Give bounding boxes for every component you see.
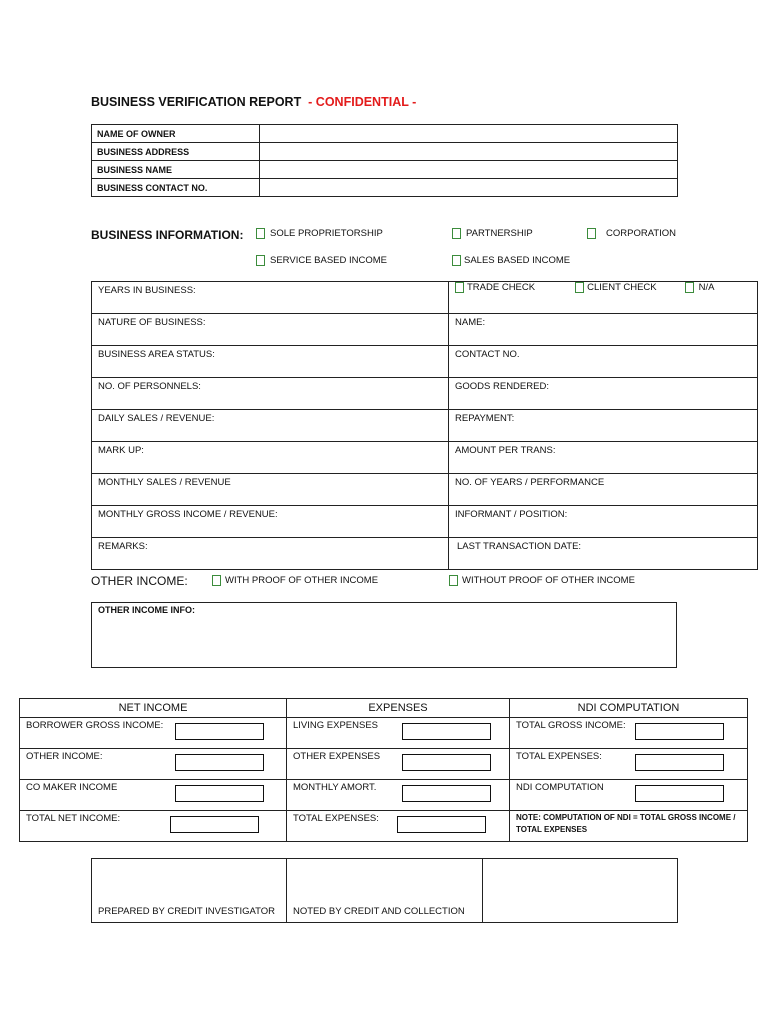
area-status-cell[interactable]: BUSINESS AREA STATUS: (92, 346, 449, 378)
option-trade-check[interactable] (455, 282, 535, 293)
borrower-gross-income-cell (20, 718, 287, 749)
ndi-header: NDI COMPUTATION (510, 699, 748, 718)
owner-row (92, 179, 678, 197)
owner-label: NAME OF OWNER (92, 125, 260, 143)
goods-rendered-cell[interactable]: GOODS RENDERED: (449, 378, 758, 410)
option-sales-based[interactable] (452, 255, 570, 266)
table-row (92, 442, 758, 474)
mark-up-cell[interactable]: MARK UP: (92, 442, 449, 474)
option-label: CLIENT CHECK (587, 282, 657, 293)
personnels-cell[interactable]: NO. OF PERSONNELS: (92, 378, 449, 410)
total-expenses-cell (287, 811, 510, 842)
row-label: OTHER INCOME: (26, 751, 103, 762)
living-expenses-input[interactable] (402, 723, 491, 740)
checkbox-icon[interactable] (256, 255, 265, 266)
option-na[interactable] (685, 282, 715, 293)
borrower-gross-income-input[interactable] (175, 723, 264, 740)
row-label: MONTHLY AMORT. (293, 782, 377, 793)
address-label: BUSINESS ADDRESS (92, 143, 260, 161)
checkbox-icon[interactable] (685, 282, 694, 293)
total-gross-income-input[interactable] (635, 723, 724, 740)
noted-by-cell[interactable]: NOTED BY CREDIT AND COLLECTION (287, 859, 483, 923)
co-maker-income-cell (20, 780, 287, 811)
option-label: SOLE PROPRIETORSHIP (270, 228, 383, 239)
monthly-amort-cell (287, 780, 510, 811)
ndi-computation-input[interactable] (635, 785, 724, 802)
table-row (92, 346, 758, 378)
business-details-table (91, 281, 758, 570)
other-expenses-cell (287, 749, 510, 780)
option-label: SALES BASED INCOME (464, 255, 571, 266)
checkbox-icon[interactable] (455, 282, 464, 293)
other-income-cell (20, 749, 287, 780)
row-label: NDI COMPUTATION (516, 782, 604, 793)
table-row (20, 718, 748, 749)
checkbox-icon[interactable] (449, 575, 458, 586)
other-income-info-box[interactable] (91, 602, 677, 668)
daily-sales-cell[interactable]: DAILY SALES / REVENUE: (92, 410, 449, 442)
prepared-by-cell[interactable]: PREPARED BY CREDIT INVESTIGATOR (92, 859, 287, 923)
living-expenses-cell (287, 718, 510, 749)
table-row (92, 474, 758, 506)
total-expenses-input[interactable] (397, 816, 486, 833)
total-expenses-ndi-input[interactable] (635, 754, 724, 771)
option-label: SERVICE BASED INCOME (270, 255, 388, 266)
owner-row (92, 143, 678, 161)
option-sole-proprietorship[interactable] (256, 228, 383, 239)
checkbox-icon[interactable] (212, 575, 221, 586)
years-performance-cell[interactable]: NO. OF YEARS / PERFORMANCE (449, 474, 758, 506)
table-row (20, 811, 748, 842)
row-label: LIVING EXPENSES (293, 720, 379, 731)
total-gross-income-cell (510, 718, 748, 749)
contact-label: BUSINESS CONTACT NO. (92, 179, 260, 197)
option-corporation[interactable] (587, 228, 676, 239)
other-income-info-label: OTHER INCOME INFO: (98, 605, 195, 615)
total-net-income-input[interactable] (170, 816, 259, 833)
row-label: TOTAL NET INCOME: (26, 813, 121, 824)
option-partnership[interactable] (452, 228, 533, 239)
option-label: TRADE CHECK (467, 282, 536, 293)
table-row (92, 282, 758, 314)
option-label: CORPORATION (606, 228, 677, 239)
option-with-proof[interactable] (212, 575, 378, 586)
row-label: TOTAL GROSS INCOME: (516, 720, 626, 731)
option-label: WITHOUT PROOF OF OTHER INCOME (462, 575, 635, 586)
other-income-input[interactable] (175, 754, 264, 771)
total-net-income-cell (20, 811, 287, 842)
report-title (91, 95, 416, 109)
name-cell[interactable]: NAME: (449, 314, 758, 346)
monthly-amort-input[interactable] (402, 785, 491, 802)
years-in-business-cell[interactable]: YEARS IN BUSINESS: (92, 282, 449, 314)
row-label: OTHER EXPENSES (293, 751, 381, 762)
owner-table (91, 124, 678, 197)
option-without-proof[interactable] (449, 575, 635, 586)
table-row (20, 780, 748, 811)
financials-table (19, 698, 748, 842)
co-maker-income-input[interactable] (175, 785, 264, 802)
amount-per-trans-cell[interactable]: AMOUNT PER TRANS: (449, 442, 758, 474)
option-label: WITH PROOF OF OTHER INCOME (225, 575, 379, 586)
remarks-cell[interactable]: REMARKS: (92, 538, 449, 570)
other-income-label: OTHER INCOME: (91, 574, 188, 588)
total-expenses-ndi-cell (510, 749, 748, 780)
last-transaction-date-cell[interactable]: LAST TRANSACTION DATE: (449, 538, 758, 570)
checkbox-icon[interactable] (256, 228, 265, 239)
table-row (92, 410, 758, 442)
approval-cell[interactable] (483, 859, 678, 923)
business-contact-field[interactable] (260, 179, 678, 197)
table-header-row (20, 699, 748, 718)
row-label: TOTAL EXPENSES: (516, 751, 602, 762)
monthly-gross-income-cell[interactable]: MONTHLY GROSS INCOME / REVENUE: (92, 506, 449, 538)
business-address-field[interactable] (260, 143, 678, 161)
monthly-sales-cell[interactable]: MONTHLY SALES / REVENUE (92, 474, 449, 506)
row-label: CO MAKER INCOME (26, 782, 118, 793)
table-row (92, 314, 758, 346)
business-info-label: BUSINESS INFORMATION: (91, 228, 244, 242)
owner-row (92, 125, 678, 143)
checkbox-icon[interactable] (587, 228, 596, 239)
net-income-header: NET INCOME (20, 699, 287, 718)
option-service-based[interactable] (256, 255, 387, 266)
table-row (92, 506, 758, 538)
business-name-field[interactable] (260, 161, 678, 179)
repayment-cell[interactable]: REPAYMENT: (449, 410, 758, 442)
confidential-label: - CONFIDENTIAL - (308, 95, 417, 109)
row-label: BORROWER GROSS INCOME: (26, 720, 164, 731)
expenses-header: EXPENSES (287, 699, 510, 718)
option-client-check[interactable] (575, 282, 657, 293)
option-label: N/A (698, 282, 715, 293)
informant-position-cell[interactable]: INFORMANT / POSITION: (449, 506, 758, 538)
checkbox-icon[interactable] (452, 255, 461, 266)
table-row (92, 378, 758, 410)
business-name-label: BUSINESS NAME (92, 161, 260, 179)
row-label: TOTAL EXPENSES: (293, 813, 379, 824)
check-type-cell (449, 282, 758, 314)
table-row (92, 859, 678, 923)
checkbox-icon[interactable] (452, 228, 461, 239)
table-row (92, 538, 758, 570)
table-row (20, 749, 748, 780)
owner-row (92, 161, 678, 179)
ndi-computation-cell (510, 780, 748, 811)
nature-of-business-cell[interactable]: NATURE OF BUSINESS: (92, 314, 449, 346)
signature-table (91, 858, 678, 923)
option-label: PARTNERSHIP (466, 228, 533, 239)
contact-no-cell[interactable]: CONTACT NO. (449, 346, 758, 378)
checkbox-icon[interactable] (575, 282, 584, 293)
ndi-note: NOTE: COMPUTATION OF NDI = TOTAL GROSS INCOME / TOTAL EXPENSES (510, 811, 748, 842)
other-expenses-input[interactable] (402, 754, 491, 771)
owner-name-field[interactable] (260, 125, 678, 143)
report-title-text: BUSINESS VERIFICATION REPORT (91, 95, 302, 109)
